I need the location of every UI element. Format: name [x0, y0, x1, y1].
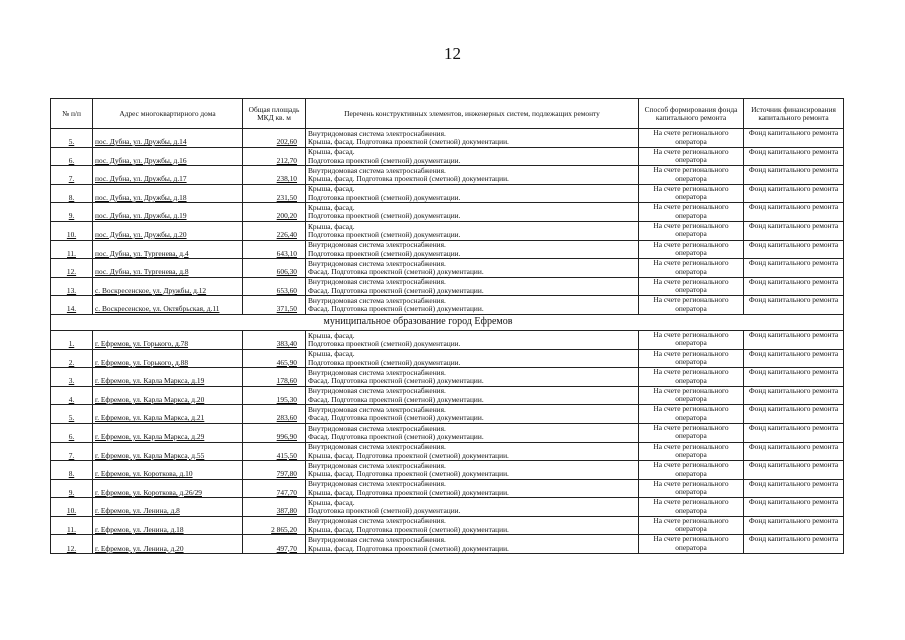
row-fund-method: На счете регионального оператора: [639, 259, 744, 278]
row-number: 8.: [51, 461, 93, 480]
row-address: г. Ефремов, ул. Ленина, д.8: [93, 498, 243, 517]
work-item: Внутридомовая система электроснабжения.: [308, 442, 446, 452]
row-funding-source: Фонд капитального ремонта: [744, 240, 844, 259]
work-item: Крыша, фасад. Подготовка проектной (сметной) документации.: [308, 524, 509, 534]
row-area: 200,20: [243, 203, 306, 222]
row-area: 283,60: [243, 405, 306, 424]
work-item: Фасад. Подготовка проектной (сметной) документации.: [308, 413, 484, 423]
header-num: № п/п: [51, 99, 93, 129]
repair-program-table: [50, 98, 844, 554]
work-item: Крыша, фасад.: [308, 497, 355, 507]
header-area: Общая площадь МКД кв. м: [243, 99, 306, 129]
row-number: 6.: [51, 147, 93, 166]
row-works: [306, 498, 639, 517]
row-fund-method: На счете регионального оператора: [639, 461, 744, 480]
row-works: [306, 129, 639, 148]
row-funding-source: Фонд капитального ремонта: [744, 498, 844, 517]
row-funding-source: Фонд капитального ремонта: [744, 442, 844, 461]
row-works: [306, 535, 639, 554]
row-works: [306, 203, 639, 222]
work-item: Внутридомовая система электроснабжения.: [308, 240, 446, 250]
work-item: Подготовка проектной (сметной) документации.: [308, 230, 461, 240]
row-address: с. Воскресенское, ул. Дружбы, д.12: [93, 277, 243, 296]
row-funding-source: Фонд капитального ремонта: [744, 535, 844, 554]
row-fund-method: На счете регионального оператора: [639, 498, 744, 517]
row-fund-method: На счете регионального оператора: [639, 221, 744, 240]
table-body-bottom: [51, 330, 844, 553]
work-item: Подготовка проектной (сметной) документации.: [308, 357, 461, 367]
row-funding-source: Фонд капитального ремонта: [744, 368, 844, 387]
row-address: г. Ефремов, ул. Короткова, д.10: [93, 461, 243, 480]
row-works: [306, 277, 639, 296]
row-works: [306, 240, 639, 259]
section-title: муниципальное образование город Ефремов: [93, 314, 744, 330]
row-address: пос. Дубна, ул. Дружбы, д.16: [93, 147, 243, 166]
row-address: г. Ефремов, ул. Карла Маркса, д.19: [93, 368, 243, 387]
row-funding-source: Фонд капитального ремонта: [744, 166, 844, 185]
table-row: [51, 405, 844, 424]
row-works: [306, 147, 639, 166]
row-fund-method: На счете регионального оператора: [639, 240, 744, 259]
work-item: Внутридомовая система электроснабжения.: [308, 460, 446, 470]
row-address: пос. Дубна, ул. Дружбы, д.18: [93, 184, 243, 203]
row-works: [306, 461, 639, 480]
row-area: 415,50: [243, 442, 306, 461]
row-works: [306, 405, 639, 424]
row-area: 231,50: [243, 184, 306, 203]
row-works: [306, 259, 639, 278]
row-address: г. Ефремов, ул. Ленина, д.20: [93, 535, 243, 554]
row-address: г. Ефремов, ул. Короткова, д.26/29: [93, 479, 243, 498]
table-row: [51, 535, 844, 554]
row-address: пос. Дубна, ул. Дружбы, д.20: [93, 221, 243, 240]
row-number: 13.: [51, 277, 93, 296]
table-row: [51, 498, 844, 517]
row-address: пос. Дубна, ул. Дружбы, д.14: [93, 129, 243, 148]
table-row: [51, 240, 844, 259]
row-area: 465,90: [243, 349, 306, 368]
work-item: Крыша, фасад. Подготовка проектной (сметной) документации.: [308, 137, 509, 147]
work-item: Крыша, фасад.: [308, 184, 355, 194]
row-area: 371,50: [243, 296, 306, 315]
row-funding-source: Фонд капитального ремонта: [744, 221, 844, 240]
row-number: 4.: [51, 386, 93, 405]
row-address: г. Ефремов, ул. Ленина, д.18: [93, 516, 243, 535]
header-works: Перечень конструктивных элементов, инженерных систем, подлежащих ремонту: [306, 99, 639, 129]
table-row: [51, 479, 844, 498]
row-number: 3.: [51, 368, 93, 387]
table-body-top: [51, 129, 844, 315]
row-number: 7.: [51, 442, 93, 461]
row-fund-method: На счете регионального оператора: [639, 386, 744, 405]
row-fund-method: На счете регионального оператора: [639, 368, 744, 387]
row-area: 226,40: [243, 221, 306, 240]
row-address: пос. Дубна, ул. Дружбы, д.19: [93, 203, 243, 222]
work-item: Фасад. Подготовка проектной (сметной) документации.: [308, 267, 484, 277]
row-number: 12.: [51, 259, 93, 278]
row-address: пос. Дубна, ул. Тургенева, д.8: [93, 259, 243, 278]
header-address: Адрес многоквартирного дома: [93, 99, 243, 129]
table-row: [51, 442, 844, 461]
row-area: 797,80: [243, 461, 306, 480]
work-item: Подготовка проектной (сметной) документации.: [308, 211, 461, 221]
row-number: 8.: [51, 184, 93, 203]
table-row: [51, 349, 844, 368]
row-funding-source: Фонд капитального ремонта: [744, 330, 844, 349]
row-area: 497,70: [243, 535, 306, 554]
row-area: 202,60: [243, 129, 306, 148]
row-address: пос. Дубна, ул. Дружбы, д.17: [93, 166, 243, 185]
row-fund-method: На счете регионального оператора: [639, 349, 744, 368]
row-number: 11.: [51, 516, 93, 535]
row-fund-method: На счете регионального оператора: [639, 479, 744, 498]
row-fund-method: На счете регионального оператора: [639, 516, 744, 535]
work-item: Фасад. Подготовка проектной (сметной) документации.: [308, 432, 484, 441]
row-fund-method: На счете регионального оператора: [639, 442, 744, 461]
row-works: [306, 423, 639, 442]
page-number: 12: [444, 44, 461, 63]
row-funding-source: Фонд капитального ремонта: [744, 479, 844, 498]
work-item: Подготовка проектной (сметной) документации.: [308, 192, 461, 202]
row-fund-method: На счете регионального оператора: [639, 423, 744, 442]
row-area: 2 865,20: [243, 516, 306, 535]
row-address: г. Ефремов, ул. Карла Маркса, д.20: [93, 386, 243, 405]
table-row: [51, 368, 844, 387]
row-fund-method: На счете регионального оператора: [639, 330, 744, 349]
work-item: Крыша, фасад. Подготовка проектной (сметной) документации.: [308, 174, 509, 184]
row-address: с. Воскресенское, ул. Октябрьская, д.11: [93, 296, 243, 315]
row-works: [306, 349, 639, 368]
row-number: 10.: [51, 498, 93, 517]
work-item: Внутридомовая система электроснабжения.: [308, 277, 446, 287]
work-item: Фасад. Подготовка проектной (сметной) документации.: [308, 376, 484, 386]
row-works: [306, 442, 639, 461]
row-fund-method: На счете регионального оператора: [639, 203, 744, 222]
row-area: 383,40: [243, 330, 306, 349]
row-fund-method: На счете регионального оператора: [639, 405, 744, 424]
work-item: Крыша, фасад.: [308, 147, 355, 157]
work-item: Фасад. Подготовка проектной (сметной) документации.: [308, 285, 484, 295]
row-works: [306, 296, 639, 315]
work-item: Крыша, фасад.: [308, 202, 355, 212]
row-area: 387,80: [243, 498, 306, 517]
row-area: 238,10: [243, 166, 306, 185]
work-item: Крыша, фасад. Подготовка проектной (сметной) документации.: [308, 450, 509, 460]
row-area: 653,60: [243, 277, 306, 296]
row-works: [306, 221, 639, 240]
row-area: 643,10: [243, 240, 306, 259]
table-row: [51, 516, 844, 535]
work-item: Внутридомовая система электроснабжения.: [308, 165, 446, 175]
row-number: 14.: [51, 296, 93, 315]
row-works: [306, 166, 639, 185]
work-item: Подготовка проектной (сметной) документации.: [308, 339, 461, 349]
table-row: [51, 259, 844, 278]
work-item: Внутридомовая система электроснабжения.: [308, 423, 446, 433]
work-item: Крыша, фасад. Подготовка проектной (сметной) документации.: [308, 469, 509, 479]
row-funding-source: Фонд капитального ремонта: [744, 349, 844, 368]
work-item: Внутридомовая система электроснабжения.: [308, 258, 446, 268]
row-funding-source: Фонд капитального ремонта: [744, 147, 844, 166]
row-funding-source: Фонд капитального ремонта: [744, 386, 844, 405]
table-row: [51, 330, 844, 349]
work-item: Крыша, фасад.: [308, 349, 355, 359]
table-row: [51, 277, 844, 296]
work-item: Внутридомовая система электроснабжения.: [308, 386, 446, 396]
row-fund-method: На счете регионального оператора: [639, 166, 744, 185]
row-address: г. Ефремов, ул. Карла Маркса, д.55: [93, 442, 243, 461]
row-fund-method: На счете регионального оператора: [639, 296, 744, 315]
row-funding-source: Фонд капитального ремонта: [744, 259, 844, 278]
row-address: пос. Дубна, ул. Тургенева, д.4: [93, 240, 243, 259]
row-area: 178,60: [243, 368, 306, 387]
row-area: 996,90: [243, 423, 306, 442]
work-item: Внутридомовая система электроснабжения.: [308, 404, 446, 414]
work-item: Внутридомовая система электроснабжения.: [308, 535, 446, 545]
header-method: Способ формирования фонда капитального ремонта: [639, 99, 744, 129]
row-funding-source: Фонд капитального ремонта: [744, 461, 844, 480]
row-address: г. Ефремов, ул. Карла Маркса, д.29: [93, 423, 243, 442]
row-number: 5.: [51, 129, 93, 148]
row-funding-source: Фонд капитального ремонта: [744, 129, 844, 148]
row-fund-method: На счете регионального оператора: [639, 184, 744, 203]
table-row: [51, 184, 844, 203]
table-row: [51, 461, 844, 480]
table-row: [51, 166, 844, 185]
row-number: 6.: [51, 423, 93, 442]
row-address: г. Ефремов, ул. Горького, д.78: [93, 330, 243, 349]
table-row: [51, 296, 844, 315]
row-funding-source: Фонд капитального ремонта: [744, 516, 844, 535]
work-item: Подготовка проектной (сметной) документации.: [308, 155, 461, 165]
row-fund-method: На счете регионального оператора: [639, 147, 744, 166]
header-source: Источник финансирования капитального ремонта: [744, 99, 844, 129]
row-funding-source: Фонд капитального ремонта: [744, 405, 844, 424]
table-row: [51, 423, 844, 442]
row-fund-method: На счете регионального оператора: [639, 129, 744, 148]
row-works: [306, 330, 639, 349]
table-row: [51, 221, 844, 240]
section-header: [51, 314, 844, 330]
work-item: Внутридомовая система электроснабжения.: [308, 479, 446, 489]
work-item: Крыша, фасад. Подготовка проектной (сметной) документации.: [308, 543, 509, 553]
row-number: 12.: [51, 535, 93, 554]
row-fund-method: На счете регионального оператора: [639, 535, 744, 554]
row-funding-source: Фонд капитального ремонта: [744, 277, 844, 296]
row-number: 11.: [51, 240, 93, 259]
row-funding-source: Фонд капитального ремонта: [744, 184, 844, 203]
row-area: 195,30: [243, 386, 306, 405]
work-item: Подготовка проектной (сметной) документации.: [308, 248, 461, 258]
row-funding-source: Фонд капитального ремонта: [744, 423, 844, 442]
work-item: Внутридомовая система электроснабжения.: [308, 295, 446, 305]
table-row: [51, 129, 844, 148]
work-item: Крыша, фасад.: [308, 221, 355, 231]
row-works: [306, 516, 639, 535]
row-number: 2.: [51, 349, 93, 368]
table-row: [51, 147, 844, 166]
row-works: [306, 386, 639, 405]
row-area: 747,70: [243, 479, 306, 498]
work-item: Внутридомовая система электроснабжения.: [308, 367, 446, 377]
table-header-row: [51, 99, 844, 129]
row-funding-source: Фонд капитального ремонта: [744, 203, 844, 222]
row-area: 212,70: [243, 147, 306, 166]
work-item: Крыша, фасад. Подготовка проектной (сметной) документации.: [308, 487, 509, 497]
table-row: [51, 386, 844, 405]
row-number: 10.: [51, 221, 93, 240]
row-address: г. Ефремов, ул. Карла Маркса, д.21: [93, 405, 243, 424]
row-works: [306, 184, 639, 203]
row-funding-source: Фонд капитального ремонта: [744, 296, 844, 315]
table-row: [51, 203, 844, 222]
row-area: 606,30: [243, 259, 306, 278]
row-number: 1.: [51, 330, 93, 349]
row-number: 7.: [51, 166, 93, 185]
row-number: 9.: [51, 203, 93, 222]
work-item: Внутридомовая система электроснабжения.: [308, 516, 446, 526]
row-works: [306, 479, 639, 498]
work-item: Фасад. Подготовка проектной (сметной) документации.: [308, 394, 484, 404]
work-item: Подготовка проектной (сметной) документации.: [308, 506, 461, 516]
row-fund-method: На счете регионального оператора: [639, 277, 744, 296]
work-item: Внутридомовая система электроснабжения.: [308, 128, 446, 138]
work-item: Фасад. Подготовка проектной (сметной) документации.: [308, 304, 484, 314]
work-item: Крыша, фасад.: [308, 330, 355, 340]
row-number: 5.: [51, 405, 93, 424]
row-works: [306, 368, 639, 387]
row-number: 9.: [51, 479, 93, 498]
row-address: г. Ефремов, ул. Горького, д.88: [93, 349, 243, 368]
